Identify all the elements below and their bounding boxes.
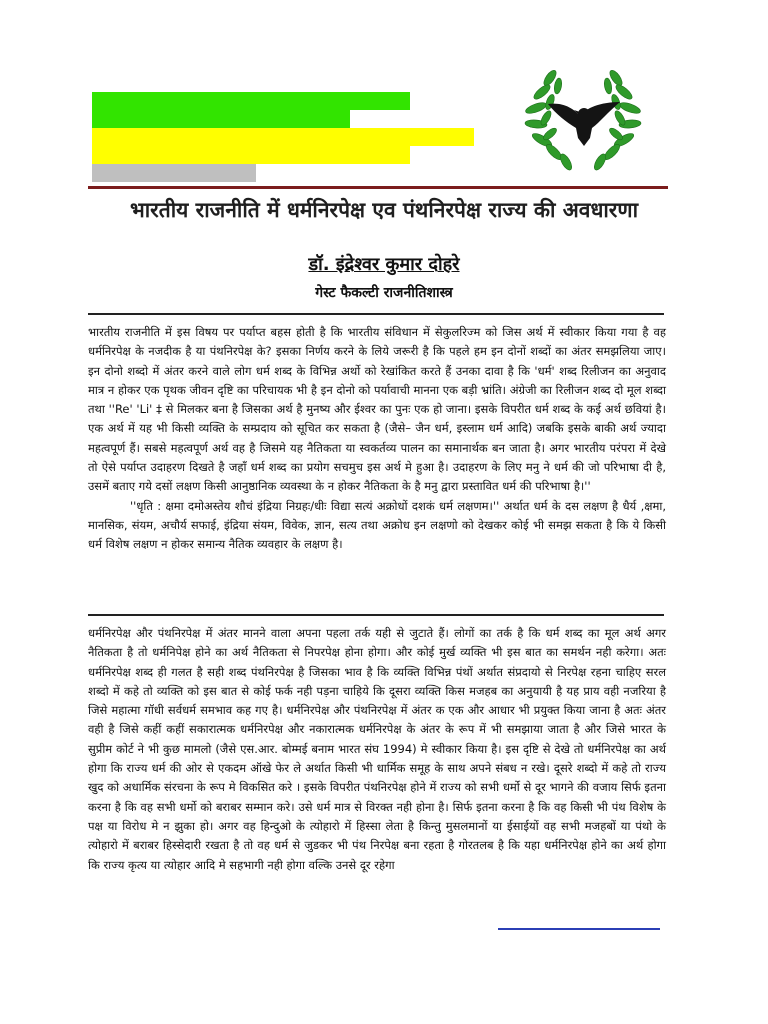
highlight-bar-green-1 xyxy=(92,92,410,110)
section-1 xyxy=(88,323,666,555)
paragraph: धर्मनिरपेक्ष और पंथनिरपेक्ष में अंतर मानने वाला अपना पहला तर्क यही से जुटाते हैं। लोगों का तर्क है कि धर्म शब्द का मूल अर्थ अगर नैतिकता है तो धर्मनिपेक्ष होने का अर्थ नैतिकता से निपरपेक्ष होना होगा। और कोई मुर्ख व्यक्ति भी इस बात का समर्थन नही करेगा। अतः धर्मनिरपेक्ष शब्द ही गलत है सही शब्द पंथनिरपेक्ष है जिसका भाव है कि व्यक्ति विभिन्न पंथों अर्थात संप्रदायो से निरपेक्ष रहना चाहिए सरल शब्दो में कहे तो व्यक्ति को इस बात से कोई फर्क नही पड़ना चाहिये कि दूसरा व्यक्ति किस मजहब का अनुयायी है यह प्राय वही नजरिया है जिसे महात्मा गॉधी सर्वधर्म समभाव कह गए है। धर्मनिरपेक्ष और पंथनिरपेक्ष में अंतर क एक और आधार भी प्रयुक्त किया जाना है अतः अंतर वही है जिसे कहीं कहीं सकारात्मक धर्मनिरपेक्ष और नकारात्मक धर्मनिरपेक्ष के अंतर के रूप में भी समझाया जाता है और जिसे भारत के सुप्रीम कोर्ट ने भी कुछ मामलो (जैसे एस.आर. बोम्मई बनाम भारत संघ 1994) मे स्वीकार किया है। इस दृष्टि से देखे तो धर्मनिरपेक्ष का अर्थ होगा कि राज्य धर्म की ओर से एकदम ऑखे फेर ले अर्थात किसी भी धार्मिक समूह के साथ अपने संबध न रखे। दूसरे शब्दो में कहे तो राज्य खुद को अधार्मिक संरचना के रूप मे विकसित करे । इसके विपरीत पंथनिरपेक्ष होने में राज्य को सभी धर्मो से दूर भागने की वजाय सिर्फ इतना करना है कि वह सभी धर्मो को बराबर सम्मान करे। उसे धर्म मात्र से विरक्त नही होना है। सिर्फ इतना करना है कि वह किसी भी पंथ विशेष के पक्ष या विरोध मे न झुका हो। अगर वह हिन्दुओ के त्योहारो में हिस्सा लेता है किन्तु मुसलमानों या ईसाईयों वह सभी मजहबों या पंथो के त्योहारो में बराबर हिस्सेदारी रखता है तो वह धर्म से जुडकर भी पंथ निरपेक्ष बना रहता है गोरतलब है कि यहा धर्मनिरपेक्ष होने का अर्थ होगा कि राज्य कृत्य या त्योहार आदि मे सहभागी नही होगा वल्कि उनसे दूर रहेगा xyxy=(88,626,666,872)
highlight-bar-yellow-1 xyxy=(92,128,474,146)
highlight-bar-yellow-2 xyxy=(92,146,410,164)
highlight-bar-gray xyxy=(92,164,256,182)
author-name: डॉ. इंद्रेश्वर कुमार दोहरे xyxy=(308,254,460,275)
bird-wreath-emblem-icon xyxy=(508,42,658,182)
section-divider-2 xyxy=(88,614,664,616)
highlight-bar-green-2 xyxy=(92,110,350,128)
document-title: भारतीय राजनीति में धर्मनिरपेक्ष एव पंथनिरपेक्ष राज्य की अवधारणा xyxy=(129,198,639,222)
section-2 xyxy=(88,624,666,875)
paragraph: भारतीय राजनीति में इस विषय पर पर्याप्त बहस होती है कि भारतीय संविधान में सेकुलरिज्म को जिस अर्थ में स्वीकार किया गया है वह धर्मनिरपेक्ष के नजदीक है या पंथनिरपेक्ष के? इसका निर्णय करने के लिये जरूरी है कि पहले हम इन दोनों शब्दों का अंतर समझलिया जाए। इन दोनो शब्दो में अंतर करने वाले लोग धर्म शब्द के विभिन्न अर्थो को रेखांकित करते हैं उनका दावा है कि 'धर्म' शब्द रिलीजन का अनुवाद मात्र न होकर एक पृथक जीवन दृष्टि का परिचायक भी है इन दोनो को पर्यावाची मानना एक बड़ी भ्रांति। अंग्रेजी का रिलीजन शब्द दो मूल शब्दा तथा ''Re' 'Li' ‡ से मिलकर बना है जिसका अर्थ है मुनष्य और ईश्वर का पुनः एक हो जाना। इसके विपरीत धर्म शब्द के कई अर्थ छवियां है। एक अर्थ में यह भी किसी व्यक्ति के सम्प्रदाय को सूचित कर सकता है (जैसे– जैन धर्म, इस्लाम धर्म आदि) जबकि इसके बाकी अर्थ ज्यादा महत्वपूर्ण हैं। सबसे महत्वपूर्ण अर्थ वह है जिसमे यह नैतिकता या स्वकर्तव्य पालन का समानार्थक बन जाता है। अगर भारतीय परंपरा में देखे तो ऐसे पर्याप्त उदाहरण दिखते है जहाँ धर्म शब्द का प्रयोग सचमुच इस अर्थ मे हुआ है। उदाहरण के लिए मनु ने धर्म की जो परिभाषा दी है, उसमें बताए गये दसों लक्षण किसी आनुष्ठानिक व्यवस्था के न होकर नैतिकता के है मनु द्वारा प्रस्तावित धर्म की परिभाषा है।'' xyxy=(88,325,666,494)
author-affiliation: गेस्ट फैकल्टी राजनीतिशास्त्र xyxy=(315,285,453,301)
quote-paragraph: ''धृति : क्षमा दमोअस्तेय शौचं इंद्रिया निग्रहः/धीः विद्या सत्यं अक्रोधों दशकं धर्म लक्षणम।'' अर्थात धर्म के दस लक्षण है धैर्य ,क्षमा, मानसिक, संयम, अचौर्य सफाई, इंद्रिया संयम, विवेक, ज्ञान, सत्य तथा अक्रोध इन लक्षणो को देखकर कोई भी समझ सकता है कि ये किसी धर्म विशेष लक्षण न होकर समान्य नैतिक व्यवहार के लक्षण है। xyxy=(88,498,666,552)
section-divider-1 xyxy=(88,313,664,315)
footer-link-underline[interactable] xyxy=(498,928,660,930)
header-rule xyxy=(88,186,668,189)
